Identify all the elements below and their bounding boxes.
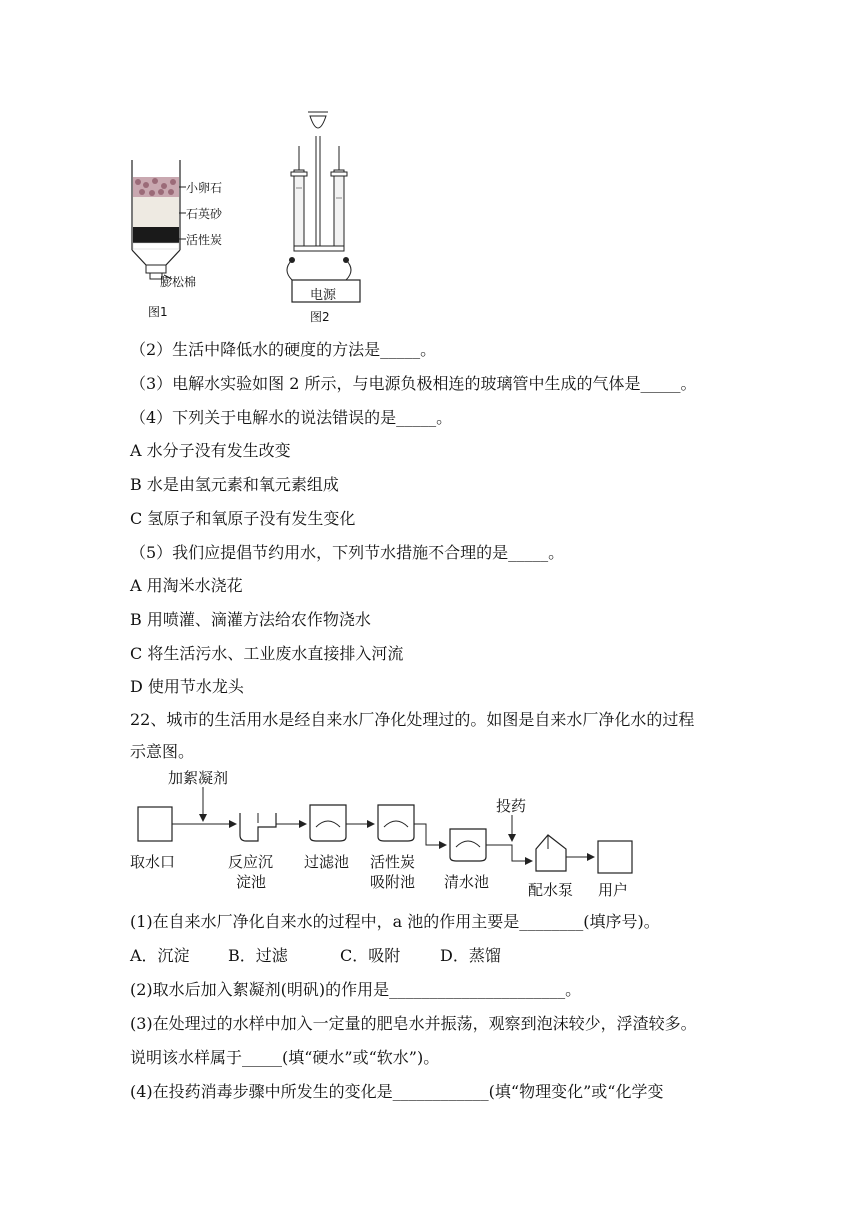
label-pebbles: 小卵石 [186,181,223,195]
step-carbon-line-2: 吸附池 [370,873,416,891]
q22-sub-3-line-2: 说明该水样属于_____(填“硬水”或“软水”)。 [130,1048,440,1067]
q22-sub-4: (4)在投药消毒步骤中所发生的变化是____________(填“物理变化”或“化学变 [130,1082,664,1101]
electrolysis-apparatus-drawing [280,108,380,308]
label-cotton: 膨松棉 [160,275,197,289]
step-pump: 配水泵 [528,881,574,899]
water-treatment-process-diagram [128,765,648,900]
step-reaction-line-1: 反应沉 [228,853,274,871]
step-clean-water: 清水池 [444,873,490,891]
q4-option-b: B 水是由氢元素和氧元素组成 [130,475,339,494]
step-reaction-line-2: 淀池 [236,873,267,891]
q5-option-d: D 使用节水龙头 [130,677,244,696]
q22-option-c: C．吸附 [340,946,401,965]
q22-option-b: B．过滤 [228,946,288,965]
figure-1-water-filter [128,155,223,325]
question-2: （2）生活中降低水的硬度的方法是_____。 [130,340,437,359]
power-source-label: 电源 [310,288,337,303]
q22-sub-3-line-1: (3)在处理过的水样中加入一定量的肥皂水并振荡，观察到泡沫较少，浮渣较多。 [130,1014,697,1033]
q5-option-c: C 将生活污水、工业废水直接排入河流 [130,644,404,663]
figure-1-caption: 图1 [148,305,168,319]
q22-sub-2: (2)取水后加入絮凝剂(明矾)的作用是______________________。 [130,980,582,999]
figure-2-caption: 图2 [310,310,330,324]
label-activated-carbon: 活性炭 [186,233,223,247]
q5-option-a: A 用淘米水浇花 [130,576,243,595]
step-user: 用户 [598,881,629,899]
label-quartz-sand: 石英砂 [186,207,223,221]
q22-sub-1-options [130,946,501,966]
step-carbon-line-1: 活性炭 [370,853,416,871]
q5-option-b: B 用喷灌、滴灌方法给农作物浇水 [130,610,371,629]
dose-label: 投药 [496,797,527,815]
q4-option-c: C 氢原子和氧原子没有发生变化 [130,509,356,528]
question-4: （4）下列关于电解水的说法错误的是_____。 [130,408,453,427]
q4-option-a: A 水分子没有发生改变 [130,441,291,460]
question-22-intro-line-1: 22、城市的生活用水是经自来水厂净化处理过的。如图是自来水厂净化水的过程 [130,710,695,729]
q22-option-a: A．沉淀 [130,946,190,965]
question-5: （5）我们应提倡节约用水，下列节水措施不合理的是_____。 [130,543,565,562]
question-22-intro-line-2: 示意图。 [130,742,195,761]
question-3: （3）电解水实验如图 2 所示，与电源负极相连的玻璃管中生成的气体是_____。 [130,374,697,393]
add-coagulant-label: 加絮凝剂 [168,769,229,787]
figure-2-electrolysis [280,108,380,326]
step-intake: 取水口 [130,853,176,871]
step-filter: 过滤池 [304,853,350,871]
q22-option-d: D．蒸馏 [440,946,501,965]
q22-sub-1: (1)在自来水厂净化自来水的过程中，a 池的作用主要是________(填序号)。 [130,912,660,931]
